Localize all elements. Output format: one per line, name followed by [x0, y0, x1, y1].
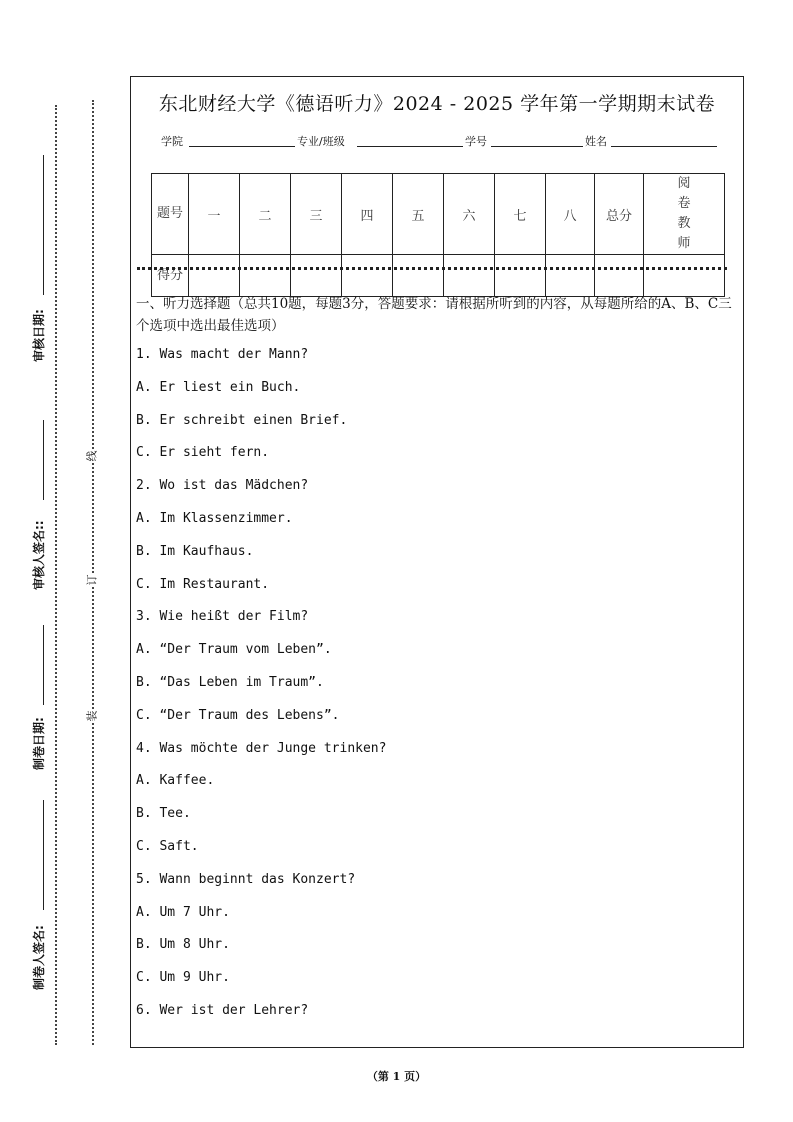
make-date-label: 制卷日期:: [32, 717, 46, 770]
option-c: C. “Der Traum des Lebens”.: [136, 707, 340, 723]
reviewer-signature-label: 审核人签名::: [32, 520, 46, 590]
score-table: [151, 173, 725, 297]
option-b: B. Im Kaufhaus.: [136, 543, 254, 559]
college-label: 学院: [161, 135, 183, 148]
reviewer-signature-line: [43, 420, 44, 500]
question-text: 2. Wo ist das Mädchen?: [136, 478, 309, 494]
option-b: B. Er schreibt einen Brief.: [136, 412, 348, 428]
question-text: 3. Wie heißt der Film?: [136, 609, 309, 625]
score-cell-2[interactable]: [240, 255, 291, 297]
question-1: [136, 345, 740, 476]
column-total: 总分: [595, 174, 644, 255]
option-a: A. Er liest ein Buch.: [136, 379, 301, 395]
row-label-score: 得分: [152, 255, 189, 297]
name-label: 姓名: [585, 135, 607, 148]
option-a: A. Um 7 Uhr.: [136, 904, 230, 920]
option-b: B. Tee.: [136, 806, 191, 822]
column-5: 五: [393, 174, 444, 255]
question-text: 4. Was möchte der Junge trinken?: [136, 740, 387, 756]
question-text: 6. Wer ist der Lehrer?: [136, 1002, 309, 1018]
major-label: 专业/班级: [297, 135, 345, 148]
column-4: 四: [342, 174, 393, 255]
score-table-header-row: [152, 174, 725, 255]
binding-dotted-line-outer: [55, 105, 57, 1045]
maker-signature-label: 制卷人签名:: [32, 925, 46, 990]
question-2: [136, 476, 740, 607]
section-divider: [137, 267, 727, 270]
section-1-heading: 一、听力选择题（总共10题，每题3分，答题要求：请根据所听到的内容，从每题所给的A、B、C三个选项中选出最佳选项）: [136, 296, 732, 334]
student-id-field[interactable]: [491, 146, 583, 147]
review-date-label: 审核日期:: [32, 309, 46, 362]
option-c: C. Saft.: [136, 838, 199, 854]
student-id-label: 学号: [465, 135, 487, 148]
make-date-signature-line: [43, 625, 44, 705]
option-b: B. Um 8 Uhr.: [136, 937, 230, 953]
score-cell-7[interactable]: [495, 255, 546, 297]
exam-title: 东北财经大学《德语听力》2024 - 2025 学年第一学期期末试卷: [158, 93, 716, 115]
option-a: A. “Der Traum vom Leben”.: [136, 642, 332, 658]
question-6: [136, 1001, 740, 1034]
section-1: [136, 293, 740, 1034]
score-cell-3[interactable]: [291, 255, 342, 297]
score-cell-6[interactable]: [444, 255, 495, 297]
option-a: A. Kaffee.: [136, 773, 215, 789]
option-b: B. “Das Leben im Traum”.: [136, 674, 324, 690]
question-text: 5. Wann beginnt das Konzert?: [136, 871, 356, 887]
column-3: 三: [291, 174, 342, 255]
binding-mark-staple: 订: [85, 574, 99, 586]
column-2: 二: [240, 174, 291, 255]
question-4: [136, 739, 740, 870]
option-c: C. Um 9 Uhr.: [136, 970, 230, 986]
binding-mark-bind: 装: [85, 710, 99, 722]
column-7: 七: [495, 174, 546, 255]
name-field[interactable]: [611, 146, 717, 147]
row-label-question-number: 题号: [152, 174, 189, 255]
column-grader: 阅卷教师: [644, 174, 725, 255]
score-cell-4[interactable]: [342, 255, 393, 297]
score-cell-total[interactable]: [595, 255, 644, 297]
option-a: A. Im Klassenzimmer.: [136, 510, 293, 526]
question-text: 1. Was macht der Mann?: [136, 347, 309, 362]
binding-dotted-line-inner: [92, 100, 94, 1045]
binding-mark-line: 线: [85, 450, 99, 462]
option-c: C. Im Restaurant.: [136, 576, 270, 592]
score-cell-grader[interactable]: [644, 255, 725, 297]
column-8: 八: [546, 174, 595, 255]
score-table-score-row: [152, 255, 725, 297]
review-date-signature-line: [43, 155, 44, 295]
option-c: C. Er sieht fern.: [136, 445, 270, 461]
question-5: [136, 870, 740, 1001]
maker-signature-line: [43, 800, 44, 910]
score-cell-8[interactable]: [546, 255, 595, 297]
column-6: 六: [444, 174, 495, 255]
page-number: （第 1 页）: [366, 1070, 427, 1083]
college-field[interactable]: [189, 146, 295, 147]
major-field[interactable]: [357, 146, 463, 147]
question-3: [136, 607, 740, 738]
score-cell-1[interactable]: [189, 255, 240, 297]
student-info-row: [161, 133, 721, 151]
exam-frame: [130, 76, 744, 1048]
score-cell-5[interactable]: [393, 255, 444, 297]
column-1: 一: [189, 174, 240, 255]
